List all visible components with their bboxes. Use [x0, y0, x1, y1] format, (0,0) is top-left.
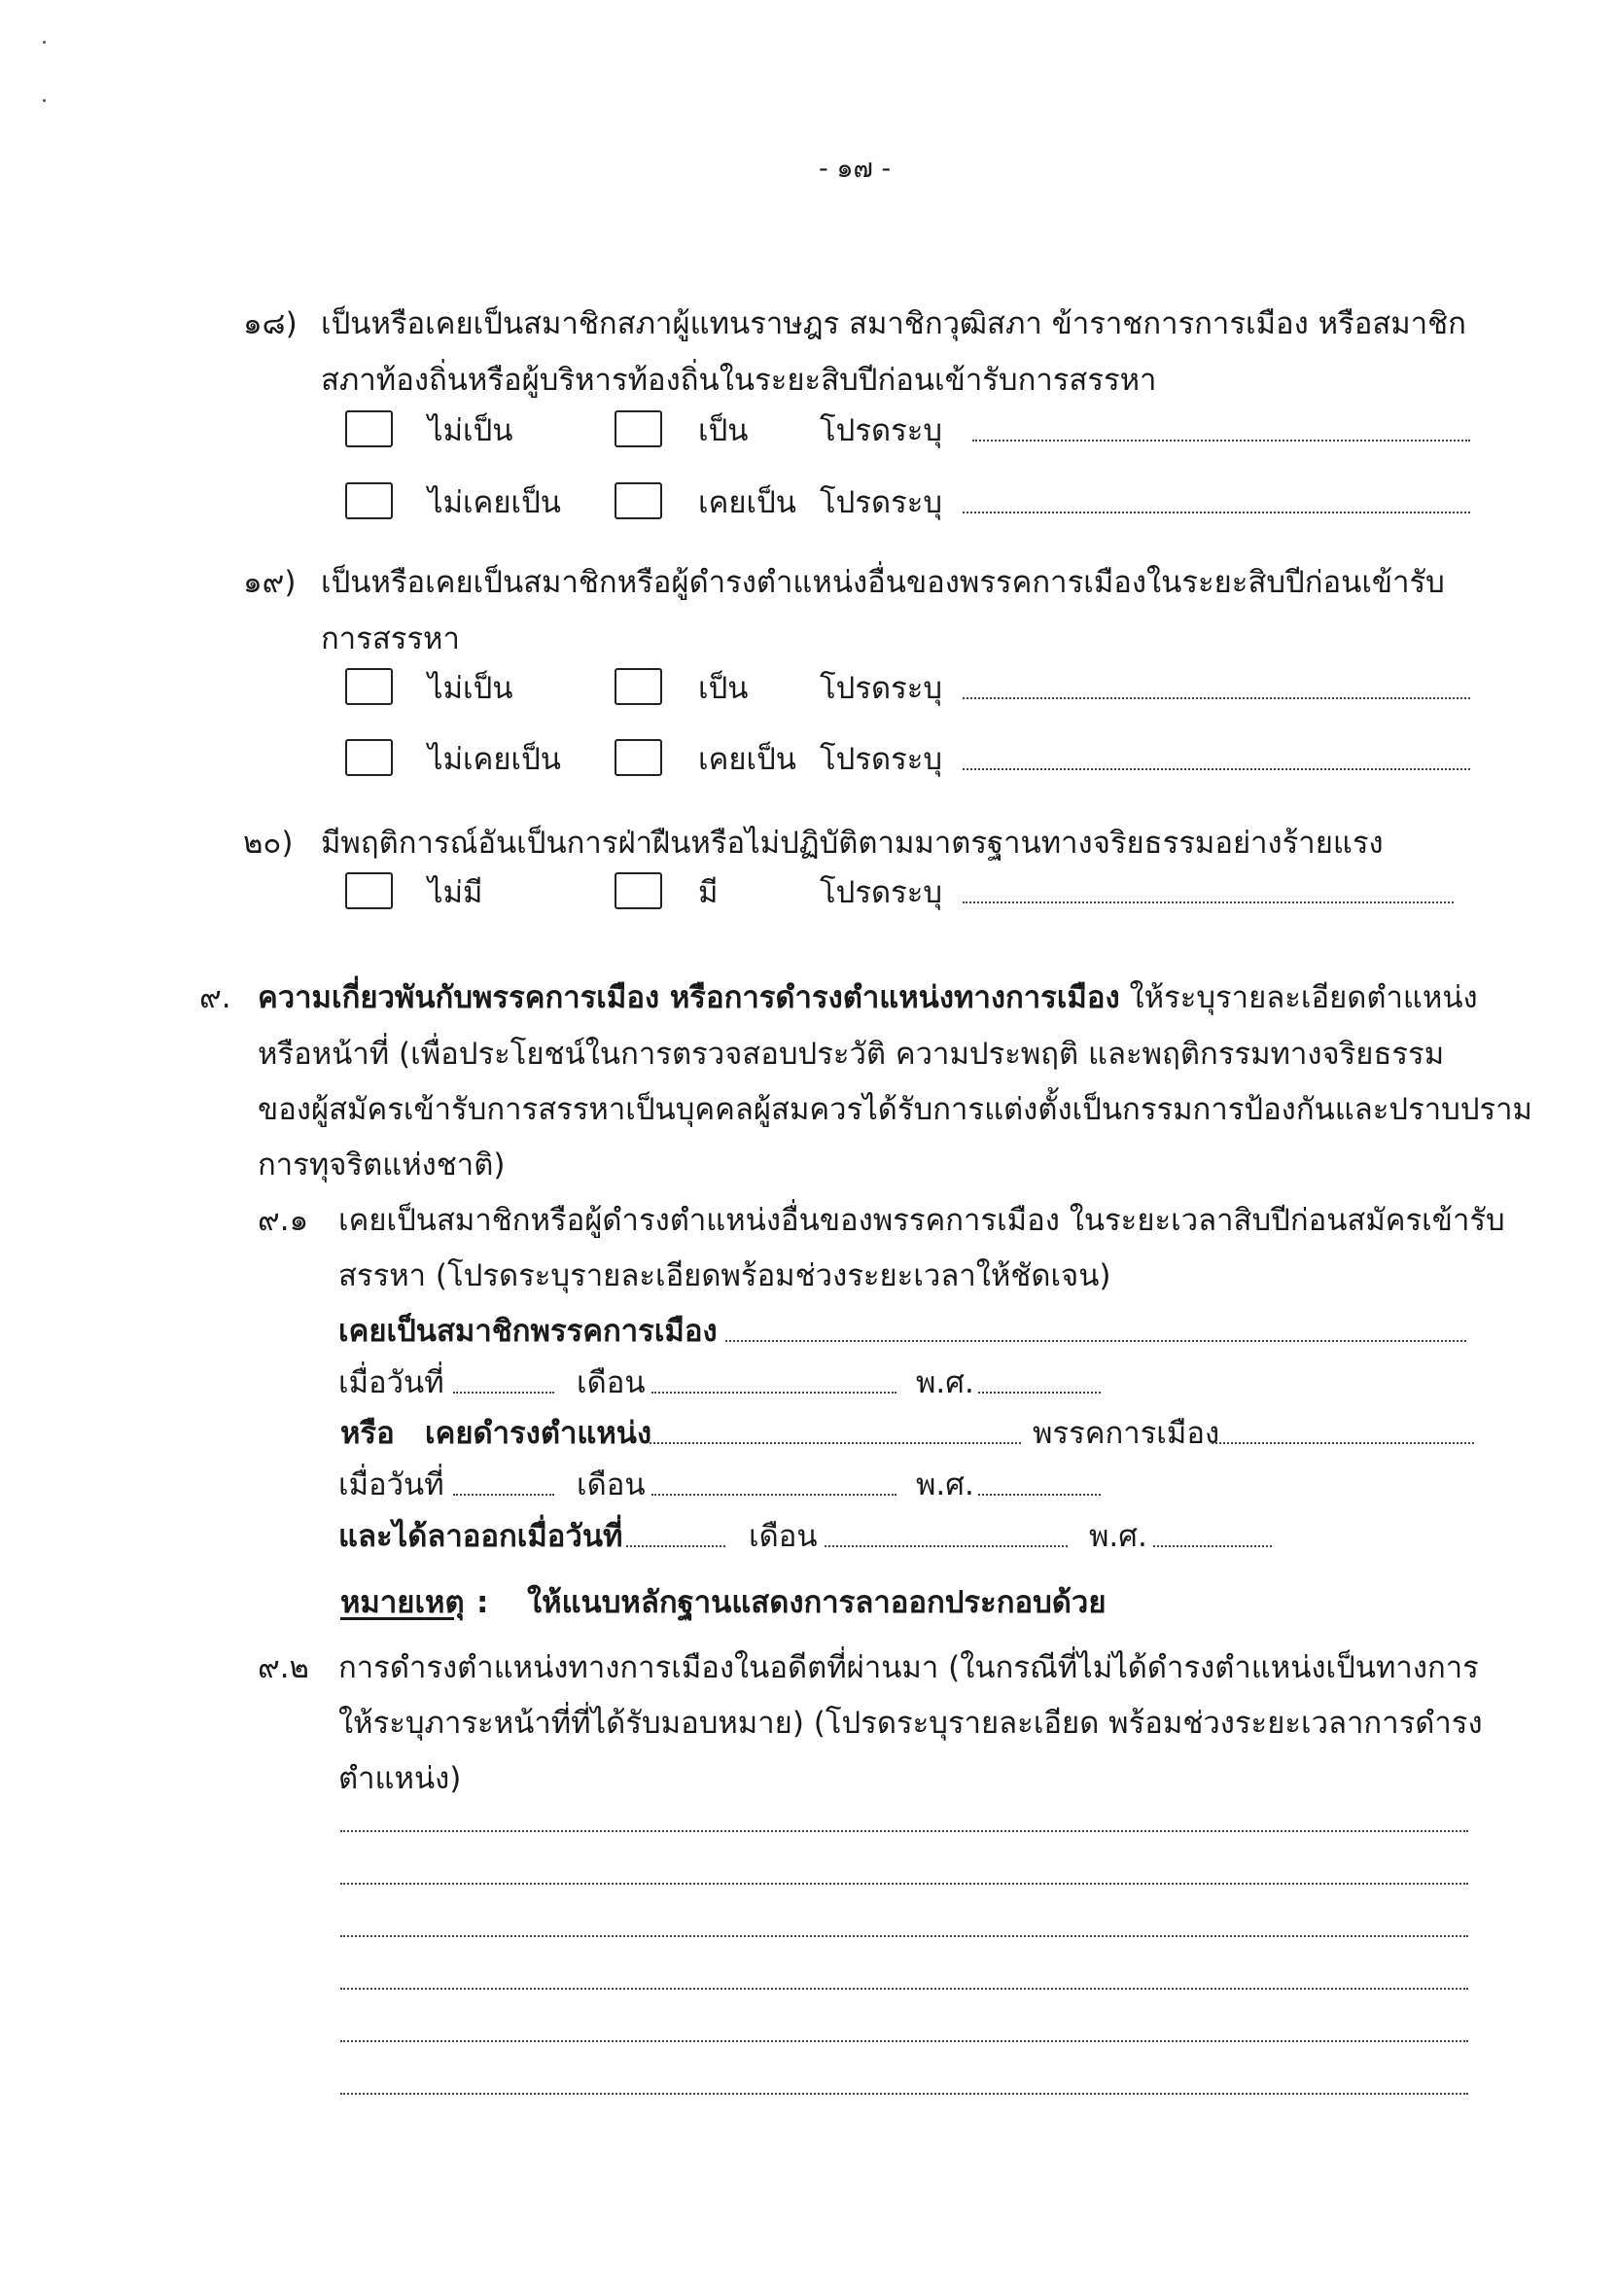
scan-speck	[43, 99, 46, 102]
s91-resigned-month-field[interactable]	[825, 1545, 1068, 1547]
item20-yes-checkbox[interactable]	[615, 872, 662, 909]
item18-specify-field-1[interactable]	[972, 440, 1470, 442]
item18-label: ๑๘)	[243, 306, 298, 341]
item19-specify-label: โปรดระบุ	[820, 671, 943, 706]
s92-number: ๙.๒	[258, 1650, 309, 1685]
s91-year-label: พ.ศ.	[916, 1365, 974, 1400]
s91-or-label: หรือ	[340, 1416, 395, 1451]
s92-line3: ตำแหน่ง)	[338, 1761, 462, 1796]
item19-is-label: เป็น	[698, 671, 749, 706]
item20-label: ๒๐)	[243, 826, 294, 861]
s91-day-field-2[interactable]	[453, 1494, 554, 1496]
s91-member-field[interactable]	[725, 1340, 1466, 1342]
section9-line3: ของผู้สมัครเข้ารับการสรรหาเป็นบุคคลผู้สมควรได้รับการแต่งตั้งเป็นกรรมการป้องกันและปราบปราม	[258, 1092, 1532, 1127]
s91-resigned-day-field[interactable]	[626, 1545, 725, 1547]
item19-never-label: ไม่เคยเป็น	[428, 742, 561, 777]
item18-was-label: เคยเป็น	[698, 485, 796, 520]
s91-year-label-2: พ.ศ.	[916, 1467, 974, 1502]
item18-not-checkbox[interactable]	[345, 410, 393, 447]
item19-not-label: ไม่เป็น	[428, 671, 513, 706]
item18-is-label: เป็น	[698, 413, 749, 448]
s92-answer-line[interactable]	[340, 1935, 1468, 1937]
s91-party-label: พรรคการเมือง	[1033, 1416, 1220, 1451]
item20-no-label: ไม่มี	[428, 875, 483, 910]
s92-answer-line[interactable]	[340, 2093, 1468, 2095]
s91-month-label-2: เดือน	[577, 1467, 646, 1502]
s92-answer-line[interactable]	[340, 1830, 1468, 1832]
item18-is-checkbox[interactable]	[615, 410, 662, 447]
section9-line4: การทุจริตแห่งชาติ)	[258, 1148, 506, 1183]
s91-month-field[interactable]	[651, 1392, 896, 1394]
item18-specify-field-2[interactable]	[963, 512, 1470, 513]
item19-specify-label-2: โปรดระบุ	[820, 742, 943, 777]
item18-was-checkbox[interactable]	[615, 482, 662, 519]
section9-heading-rest: ให้ระบุรายละเอียดตำแหน่ง	[1129, 980, 1478, 1015]
item20-specify-field[interactable]	[963, 901, 1454, 903]
s91-date-label-2: เมื่อวันที่	[338, 1467, 444, 1502]
s91-note-colon: :	[476, 1585, 489, 1620]
item19-not-checkbox[interactable]	[345, 668, 393, 705]
s91-position-field[interactable]	[650, 1442, 1021, 1444]
item20-yes-label: มี	[698, 875, 719, 910]
s91-month-label: เดือน	[577, 1365, 646, 1400]
s91-line2: สรรหา (โปรดระบุรายละเอียดพร้อมช่วงระยะเวลาให้ชัดเจน)	[338, 1258, 1111, 1293]
s91-resigned-year-field[interactable]	[1153, 1545, 1272, 1547]
s91-member-label: เคยเป็นสมาชิกพรรคการเมือง	[338, 1314, 718, 1349]
s91-note-text: ให้แนบหลักฐานแสดงการลาออกประกอบด้วย	[527, 1585, 1107, 1620]
item20-no-checkbox[interactable]	[345, 872, 393, 909]
s91-party-field[interactable]	[1212, 1442, 1474, 1444]
item19-specify-field-2[interactable]	[963, 768, 1470, 770]
item19-never-checkbox[interactable]	[345, 739, 393, 776]
s91-year-field-2[interactable]	[978, 1494, 1101, 1496]
item18-line1: เป็นหรือเคยเป็นสมาชิกสภาผู้แทนราษฎร สมาชิกวุฒิสภา ข้าราชการการเมือง หรือสมาชิก	[321, 306, 1466, 341]
s91-position-label: เคยดำรงตำแหน่ง	[425, 1416, 652, 1451]
section9-heading-bold: ความเกี่ยวพันกับพรรคการเมือง หรือการดำรงตำแหน่งทางการเมือง	[258, 980, 1120, 1015]
s91-date-label: เมื่อวันที่	[338, 1365, 444, 1400]
item18-never-checkbox[interactable]	[345, 482, 393, 519]
item18-specify-label: โปรดระบุ	[820, 413, 943, 448]
s91-number: ๙.๑	[258, 1203, 309, 1238]
section9-line2: หรือหน้าที่ (เพื่อประโยชน์ในการตรวจสอบประวัติ ความประพฤติ และพฤติกรรมทางจริยธรรม	[258, 1037, 1445, 1072]
item18-never-label: ไม่เคยเป็น	[428, 485, 561, 520]
s91-resigned-month-label: เดือน	[749, 1519, 818, 1554]
item19-specify-field-1[interactable]	[963, 697, 1470, 699]
item20-line1: มีพฤติการณ์อันเป็นการฝ่าฝืนหรือไม่ปฏิบัติตามมาตรฐานทางจริยธรรมอย่างร้ายแรง	[321, 826, 1384, 861]
s91-note-label: หมายเหตุ	[340, 1585, 465, 1620]
s91-resigned-label: และได้ลาออกเมื่อวันที่	[338, 1519, 623, 1554]
s91-month-field-2[interactable]	[651, 1494, 896, 1496]
section9-heading	[258, 980, 1478, 1015]
s91-line1: เคยเป็นสมาชิกหรือผู้ดำรงตำแหน่งอื่นของพรรคการเมือง ในระยะเวลาสิบปีก่อนสมัครเข้ารับ	[338, 1203, 1505, 1238]
section9-number: ๙.	[199, 980, 231, 1015]
item19-is-checkbox[interactable]	[615, 668, 662, 705]
item19-line2: การสรรหา	[321, 621, 460, 656]
item18-line2: สภาท้องถิ่นหรือผู้บริหารท้องถิ่นในระยะสิบปีก่อนเข้ารับการสรรหา	[321, 363, 1157, 398]
s92-answer-line[interactable]	[340, 2040, 1468, 2042]
item18-not-label: ไม่เป็น	[428, 413, 513, 448]
s92-answer-line[interactable]	[340, 1988, 1468, 1990]
s92-answer-line[interactable]	[340, 1883, 1468, 1885]
s91-year-field[interactable]	[978, 1392, 1101, 1394]
page-number: - ๑๗ -	[819, 154, 892, 184]
item19-label: ๑๙)	[243, 565, 297, 600]
s92-line1: การดำรงตำแหน่งทางการเมืองในอดีตที่ผ่านมา (ในกรณีที่ไม่ได้ดำรงตำแหน่งเป็นทางการ	[338, 1650, 1479, 1685]
item20-specify-label: โปรดระบุ	[820, 875, 943, 910]
item19-was-checkbox[interactable]	[615, 739, 662, 776]
s92-line2: ให้ระบุภาระหน้าที่ที่ได้รับมอบหมาย) (โปรดระบุรายละเอียด พร้อมช่วงระยะเวลาการดำรง	[338, 1706, 1483, 1741]
s91-resigned-year-label: พ.ศ.	[1089, 1519, 1147, 1554]
s91-day-field[interactable]	[453, 1392, 554, 1394]
item18-specify-label-2: โปรดระบุ	[820, 485, 943, 520]
item19-was-label: เคยเป็น	[698, 742, 796, 777]
item19-line1: เป็นหรือเคยเป็นสมาชิกหรือผู้ดำรงตำแหน่งอื่นของพรรคการเมืองในระยะสิบปีก่อนเข้ารับ	[321, 565, 1445, 600]
scan-speck	[43, 41, 46, 44]
